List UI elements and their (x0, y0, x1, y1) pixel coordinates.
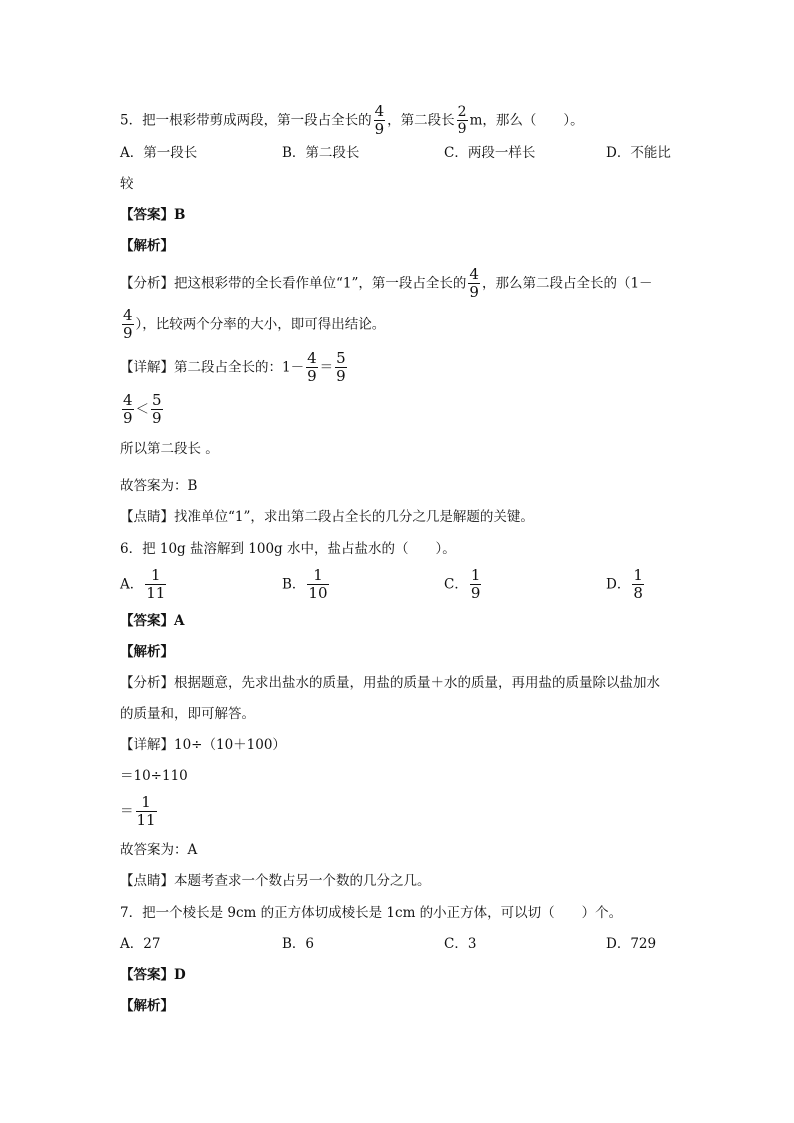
fraction-denominator: 9 (152, 409, 162, 428)
fraction-denominator: 8 (633, 584, 643, 603)
q5-stem-text-b: ，第二段长 (387, 112, 455, 129)
option-label: B． (282, 576, 306, 593)
q5-stem-text-c: m，那么（ ）。 (469, 112, 584, 129)
q5-fenxi-text-a: 【分析】把这根彩带的全长看作单位“1”，第一段占全长的 (120, 275, 467, 292)
option-label: A． (120, 576, 144, 593)
q6-dianjing: 【点睛】本题考查求一个数占另一个数的几分之几。 (120, 873, 431, 889)
fraction-denominator: 9 (336, 367, 346, 386)
q5-fraction-second (457, 104, 468, 137)
q6-option-d-fraction (632, 567, 644, 603)
fraction-denominator: 9 (374, 120, 385, 139)
q5-stem (120, 103, 584, 139)
q5-xiangjie-fraction-1 (306, 350, 318, 386)
q6-answer: 【答案】A (120, 613, 185, 629)
q6-analysis-heading: 【解析】 (120, 644, 174, 660)
fraction-denominator: 9 (469, 283, 479, 302)
q7-option-c: C．3 (444, 936, 477, 952)
fraction-numerator: 4 (123, 306, 133, 324)
q5-fenxi2-text: ），比较两个分率的大小，即可得出结论。 (135, 316, 386, 333)
fraction-denominator: 9 (123, 324, 133, 343)
q5-fenxi-text-b: ，那么第二段占全长的（1－ (481, 275, 653, 292)
q6-option-c (444, 567, 483, 603)
q5-fenxi-line1 (120, 266, 653, 302)
q5-option-c: C．两段一样长 (444, 145, 536, 161)
fraction-numerator: 4 (469, 265, 479, 283)
q7-option-b: B．6 (282, 936, 315, 952)
fraction-numerator: 5 (336, 349, 346, 367)
q5-fenxi-fraction (468, 266, 480, 302)
fraction-numerator: 1 (307, 567, 328, 585)
q6-xiangjie-line1: 【详解】10÷（10＋100） (120, 737, 286, 753)
q5-option-d: D．不能比 (606, 145, 671, 161)
q6-fenxi-line2: 的质量和，即可解答。 (120, 706, 255, 722)
q6-option-b (282, 567, 331, 603)
fraction-numerator: 4 (374, 102, 385, 120)
q6-fenxi-line1: 【分析】根据题意，先求出盐水的质量，用盐的质量＋水的质量，再用盐的质量除以盐加水 (120, 675, 660, 691)
q6-option-c-fraction (470, 567, 482, 603)
q6-xiangjie-line3 (120, 794, 159, 830)
q7-analysis-heading: 【解析】 (120, 998, 174, 1014)
q5-xiangjie (120, 350, 349, 386)
fraction-numerator: 4 (123, 391, 133, 409)
q6-stem: 6．把 10g 盐溶解到 100g 水中，盐占盐水的（ ）。 (120, 541, 456, 557)
q7-stem: 7．把一个棱长是 9cm 的正方体切成棱长是 1cm 的小正方体，可以切（ ）个。 (120, 905, 623, 921)
fraction-denominator: 9 (457, 121, 467, 138)
q7-option-d: D．729 (606, 936, 657, 952)
fraction-numerator: 1 (145, 567, 166, 585)
q6-xiangjie-fraction (136, 794, 157, 830)
q6-option-a (120, 567, 168, 603)
fraction-numerator: 4 (307, 349, 317, 367)
fraction-denominator: 10 (308, 584, 328, 603)
q5-xiangjie-text: 【详解】第二段占全长的：1－ (120, 359, 305, 376)
less-than-sign: ＜ (135, 401, 150, 418)
q5-final-answer: 故答案为：B (120, 478, 198, 494)
fraction-numerator: 2 (457, 104, 467, 121)
fraction-denominator: 9 (470, 584, 481, 603)
option-label: D． (606, 576, 631, 593)
q5-dianjing: 【点睛】找准单位“1”，求出第二段占全长的几分之几是解题的关键。 (120, 509, 534, 525)
fraction-denominator: 9 (307, 367, 317, 386)
q7-answer: 【答案】D (120, 967, 186, 983)
q5-option-a: A．第一段长 (120, 145, 198, 161)
q5-comparison-fraction-2 (151, 392, 163, 428)
q5-analysis-heading: 【解析】 (120, 238, 174, 254)
equals-sign: ＝ (120, 803, 134, 820)
q7-option-a: A．27 (120, 936, 161, 952)
q5-comparison (120, 392, 165, 428)
q5-fenxi-line2 (120, 307, 385, 343)
q5-xiangjie-fraction-2 (335, 350, 347, 386)
q5-comparison-fraction-1 (122, 392, 134, 428)
fraction-denominator: 11 (136, 811, 156, 830)
q6-option-d (606, 567, 646, 603)
q6-option-b-fraction (307, 567, 328, 603)
q6-option-a-fraction (145, 567, 166, 603)
q6-xiangjie-line2: ＝10÷110 (120, 768, 188, 784)
q5-option-b: B．第二段长 (282, 145, 360, 161)
q5-fraction-first (374, 103, 386, 139)
q5-fenxi2-fraction (122, 307, 134, 343)
q6-final-answer: 故答案为：A (120, 842, 198, 858)
fraction-numerator: 1 (470, 566, 481, 584)
fraction-numerator: 1 (136, 794, 157, 812)
q5-option-d-wrap: 较 (120, 176, 134, 192)
fraction-denominator: 9 (123, 409, 133, 428)
equals-sign: ＝ (319, 359, 334, 376)
q5-answer: 【答案】B (120, 207, 186, 223)
option-label: C． (444, 576, 468, 593)
fraction-denominator: 11 (146, 584, 166, 603)
q5-conclusion: 所以第二段长 。 (120, 441, 219, 457)
fraction-numerator: 1 (633, 566, 643, 584)
fraction-numerator: 5 (152, 391, 162, 409)
q5-stem-text-a: 5．把一根彩带剪成两段，第一段占全长的 (120, 112, 372, 129)
